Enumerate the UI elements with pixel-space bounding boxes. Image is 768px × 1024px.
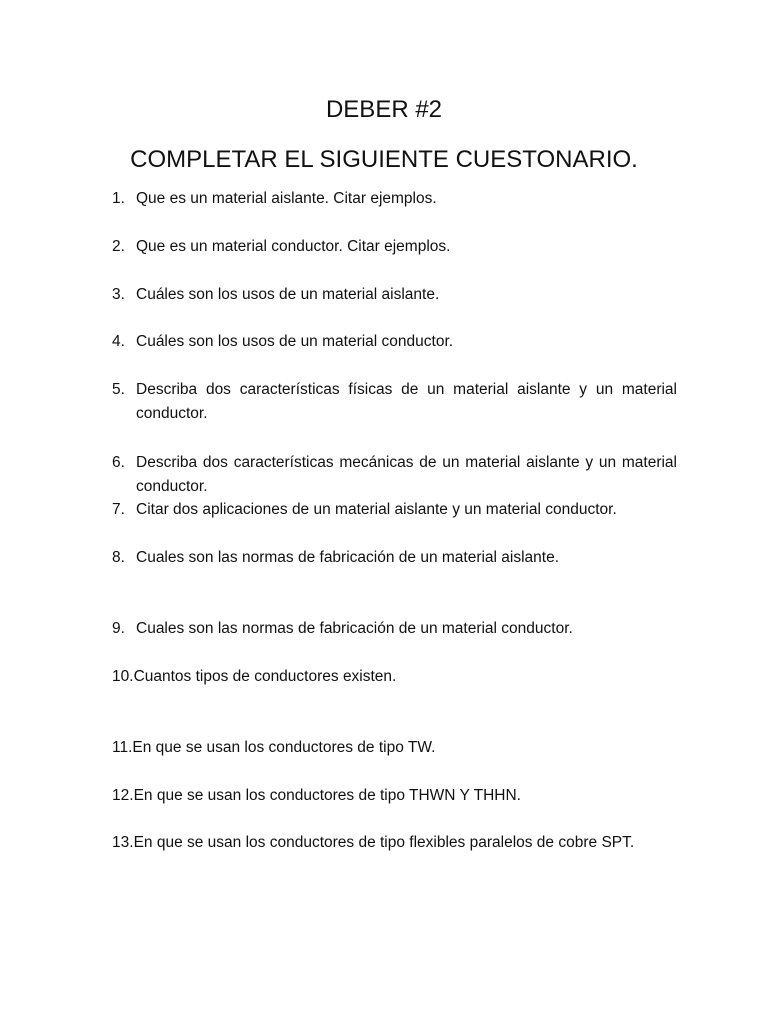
question-text: En que se usan los conductores de tipo flexibles paralelos de cobre SPT. — [133, 834, 635, 851]
question-text: Cuales son las normas de fabricación de un material aislante. — [136, 549, 560, 566]
question-item-1 — [112, 187, 677, 211]
question-number: 3. — [112, 286, 125, 303]
question-text: En que se usan los conductores de tipo TW. — [132, 739, 436, 756]
question-item-9 — [112, 617, 677, 641]
question-number: 1. — [112, 190, 125, 207]
question-number: 7. — [112, 501, 125, 518]
question-text: En que se usan los conductores de tipo THWN Y THHN. — [133, 787, 521, 804]
question-item-4 — [112, 330, 677, 354]
question-text: Cuáles son los usos de un material aislante. — [136, 286, 440, 303]
question-text: Describa dos características mecánicas de un material aislante y un material conductor. — [136, 454, 677, 495]
question-text: Cuáles son los usos de un material conductor. — [136, 333, 454, 350]
question-number: 6. — [112, 454, 125, 471]
question-item-3 — [112, 283, 677, 307]
question-text: Cuantos tipos de conductores existen. — [133, 668, 397, 685]
question-item-11 — [112, 736, 677, 760]
question-number: 4. — [112, 333, 125, 350]
question-number: 2. — [112, 238, 125, 255]
question-text: Cuales son las normas de fabricación de un material conductor. — [136, 620, 573, 637]
question-text: Que es un material conductor. Citar ejemplos. — [136, 238, 451, 255]
question-item-2 — [112, 235, 677, 259]
question-item-13 — [112, 831, 677, 855]
question-number: 9. — [112, 620, 125, 637]
question-item-5 — [112, 378, 677, 426]
question-item-12 — [112, 784, 677, 808]
question-number: 10. — [112, 668, 134, 685]
question-number: 12. — [112, 787, 134, 804]
question-number: 5. — [112, 381, 125, 398]
document-subtitle: COMPLETAR EL SIGUIENTE CUESTONARIO. — [130, 146, 638, 173]
question-item-10 — [112, 665, 677, 689]
question-text: Citar dos aplicaciones de un material aislante y un material conductor. — [136, 501, 617, 518]
question-number: 13. — [112, 834, 134, 851]
document-title: DEBER #2 — [325, 96, 443, 123]
question-number: 8. — [112, 549, 125, 566]
question-number: 11. — [112, 739, 133, 756]
question-item-8 — [112, 546, 677, 570]
question-item-6 — [112, 451, 677, 499]
question-item-7 — [112, 498, 677, 522]
question-text: Describa dos características físicas de un material aislante y un material conductor. — [136, 381, 677, 422]
question-text: Que es un material aislante. Citar ejemplos. — [136, 190, 437, 207]
